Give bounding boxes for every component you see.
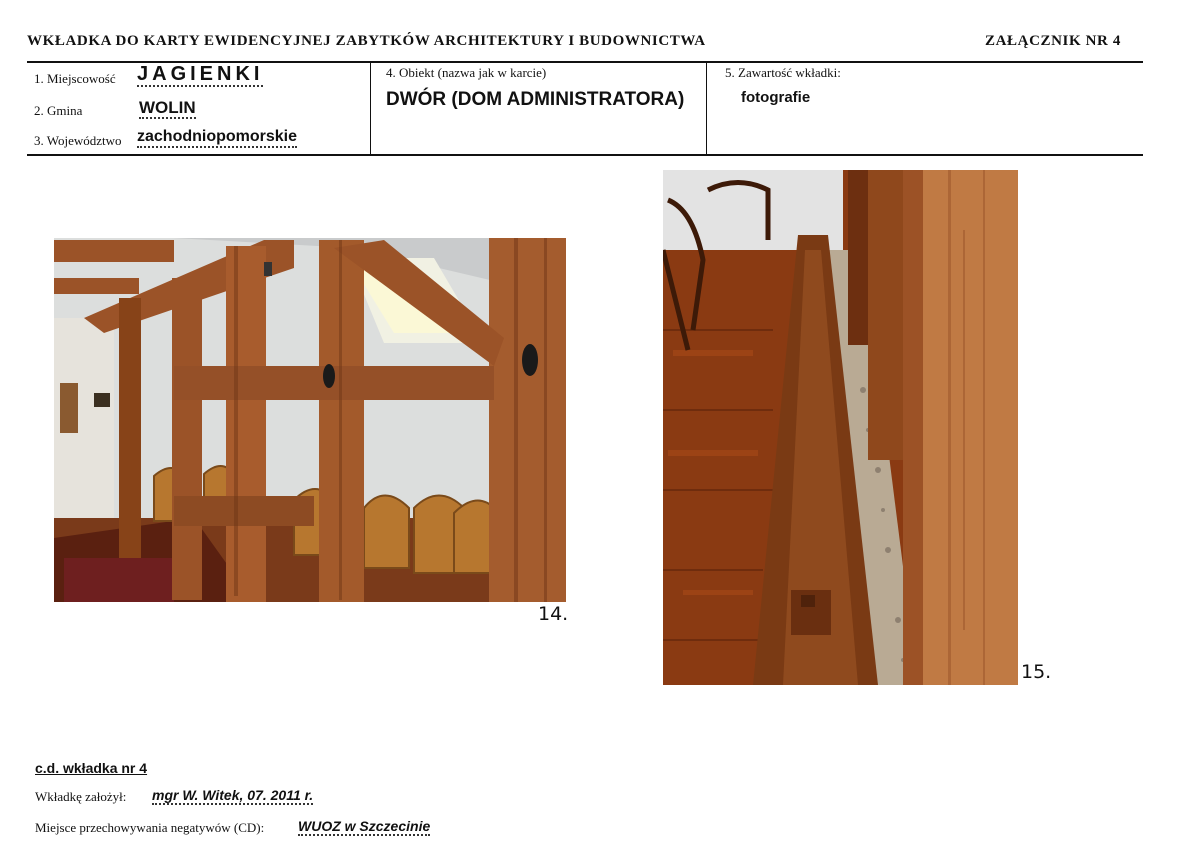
- annex-number: ZAŁĄCZNIK NR 4: [985, 33, 1121, 49]
- author-label: Wkładkę założył:: [35, 789, 127, 804]
- card-title: WKŁADKA DO KARTY EWIDENCYJNEJ ZABYTKÓW ARCHITEKTURY I BUDOWNICTWA: [27, 33, 706, 49]
- divider-2: [706, 62, 707, 155]
- contents-value: fotografie: [741, 89, 811, 106]
- divider-1: [370, 62, 371, 155]
- header-rule-bottom: [27, 154, 1143, 156]
- author-value: mgr W. Witek, 07. 2011 r.: [152, 787, 314, 803]
- photo-15: [663, 170, 1018, 685]
- storage-value: WUOZ w Szczecinie: [298, 818, 431, 834]
- photo-15-number: 15.: [1021, 661, 1052, 683]
- photo-14: [54, 238, 566, 602]
- province-value: zachodniopomorskie: [137, 129, 297, 148]
- storage-label: Miejsce przechowywania negatywów (CD):: [35, 820, 265, 835]
- commune-value: WOLIN: [139, 98, 196, 117]
- contents-label: 5. Zawartość wkładki:: [725, 65, 841, 80]
- commune-label: 2. Gmina: [34, 103, 83, 118]
- locality-label: 1. Miejscowość: [34, 71, 116, 86]
- object-label: 4. Obiekt (nazwa jak w karcie): [386, 65, 547, 80]
- continuation-note: c.d. wkładka nr 4: [35, 760, 148, 776]
- locality-value: JAGIENKI: [137, 63, 264, 85]
- photo-14-number: 14.: [538, 603, 569, 625]
- province-label: 3. Województwo: [34, 133, 122, 148]
- object-value: DWÓR (DOM ADMINISTRATORA): [386, 89, 685, 110]
